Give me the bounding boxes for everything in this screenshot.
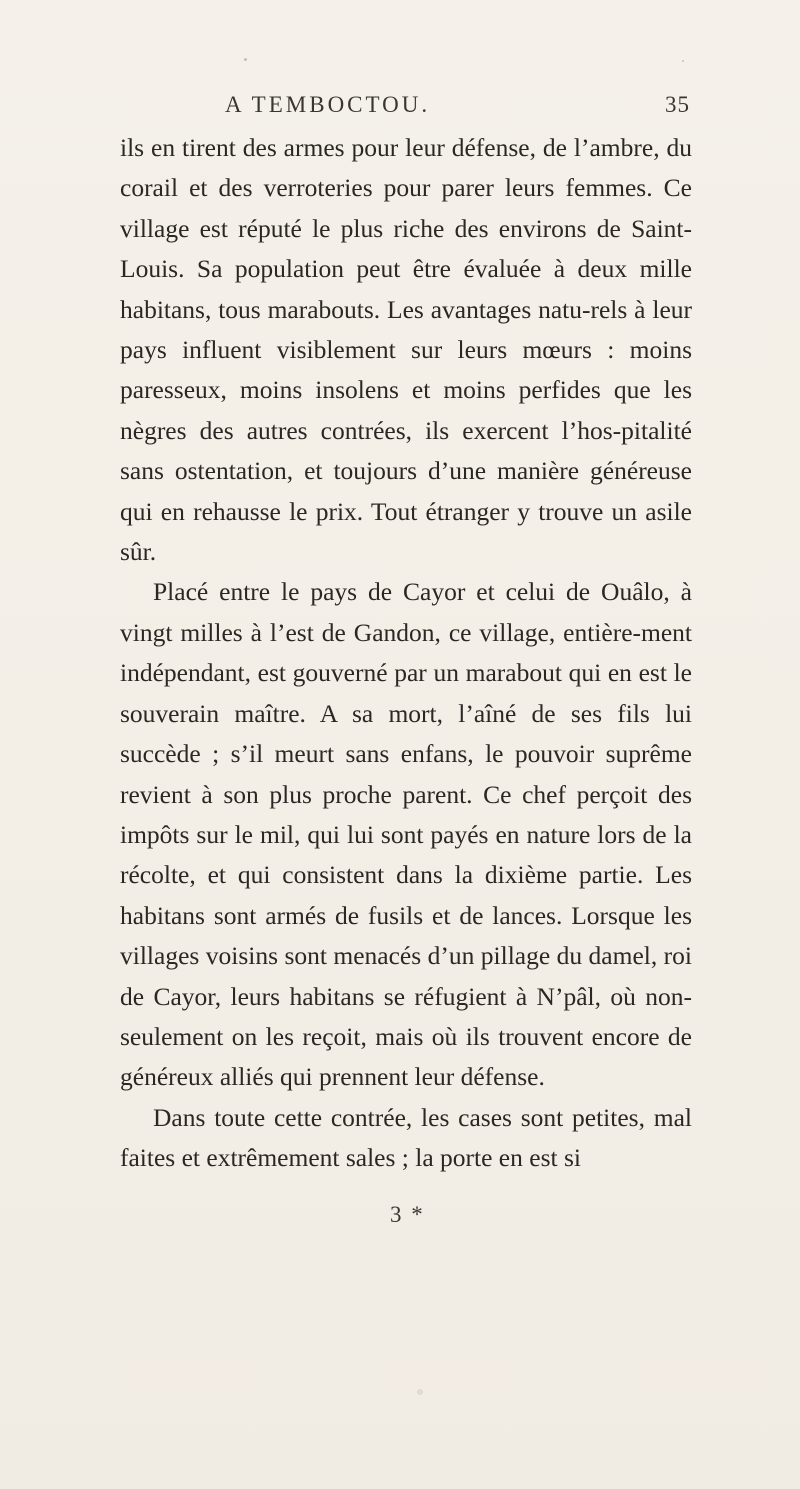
running-head [120,92,690,124]
paper-speck [417,1389,423,1395]
paragraph-village-government: Placé entre le pays de Cayor et celui de Ouâlo, à vingt milles à l’est de Gandon, ce village, entière-ment indépendant, est gouverné par un marabout qui en est le souverain maître. A sa mort, l’aîné de ses fils lui succède ; s’il meurt sans enfans, le pouvoir suprême revient à son plus proche parent. Ce chef perçoit des impôts sur le mil, qui lui sont payés en nature lors de la récolte, et qui consistent dans la dixième partie. Les habitans sont armés de fusils et de lances. Lorsque les villages voisins sont menacés d’un pillage du damel, roi de Cayor, leurs habitans se réfugient à N’pâl, où non-seulement on les reçoit, mais où ils trouvent encore de généreux alliés qui prennent leur défense. [120,577,692,1092]
signature-mark: 3 * [390,1202,425,1227]
paper-speck [682,60,684,62]
paragraph-continuation: ils en tirent des armes pour leur défense, de l’ambre, du corail et des verroteries pour parer leurs femmes. Ce village est réputé le plus riche des environs de Saint-Louis. Sa population peut être évaluée à deux mille habitans, tous marabouts. Les avantages natu-rels à leur pays influent visiblement sur leurs mœurs : moins paresseux, moins insolens et moins perfides que les nègres des autres contrées, ils exercent l’hos-pitalité sans ostentation, et toujours d’une manière généreuse qui en rehausse le prix. Tout étranger y trouve un asile sûr. [120,133,692,567]
body-text [120,128,692,1179]
paragraph-huts: Dans toute cette contrée, les cases sont petites, mal faites et extrêmement sales ; la porte en est si [120,1102,692,1173]
paper-speck [244,58,247,61]
page-number: 35 [665,92,690,117]
running-title: A TEMBOCTOU. [225,92,431,117]
